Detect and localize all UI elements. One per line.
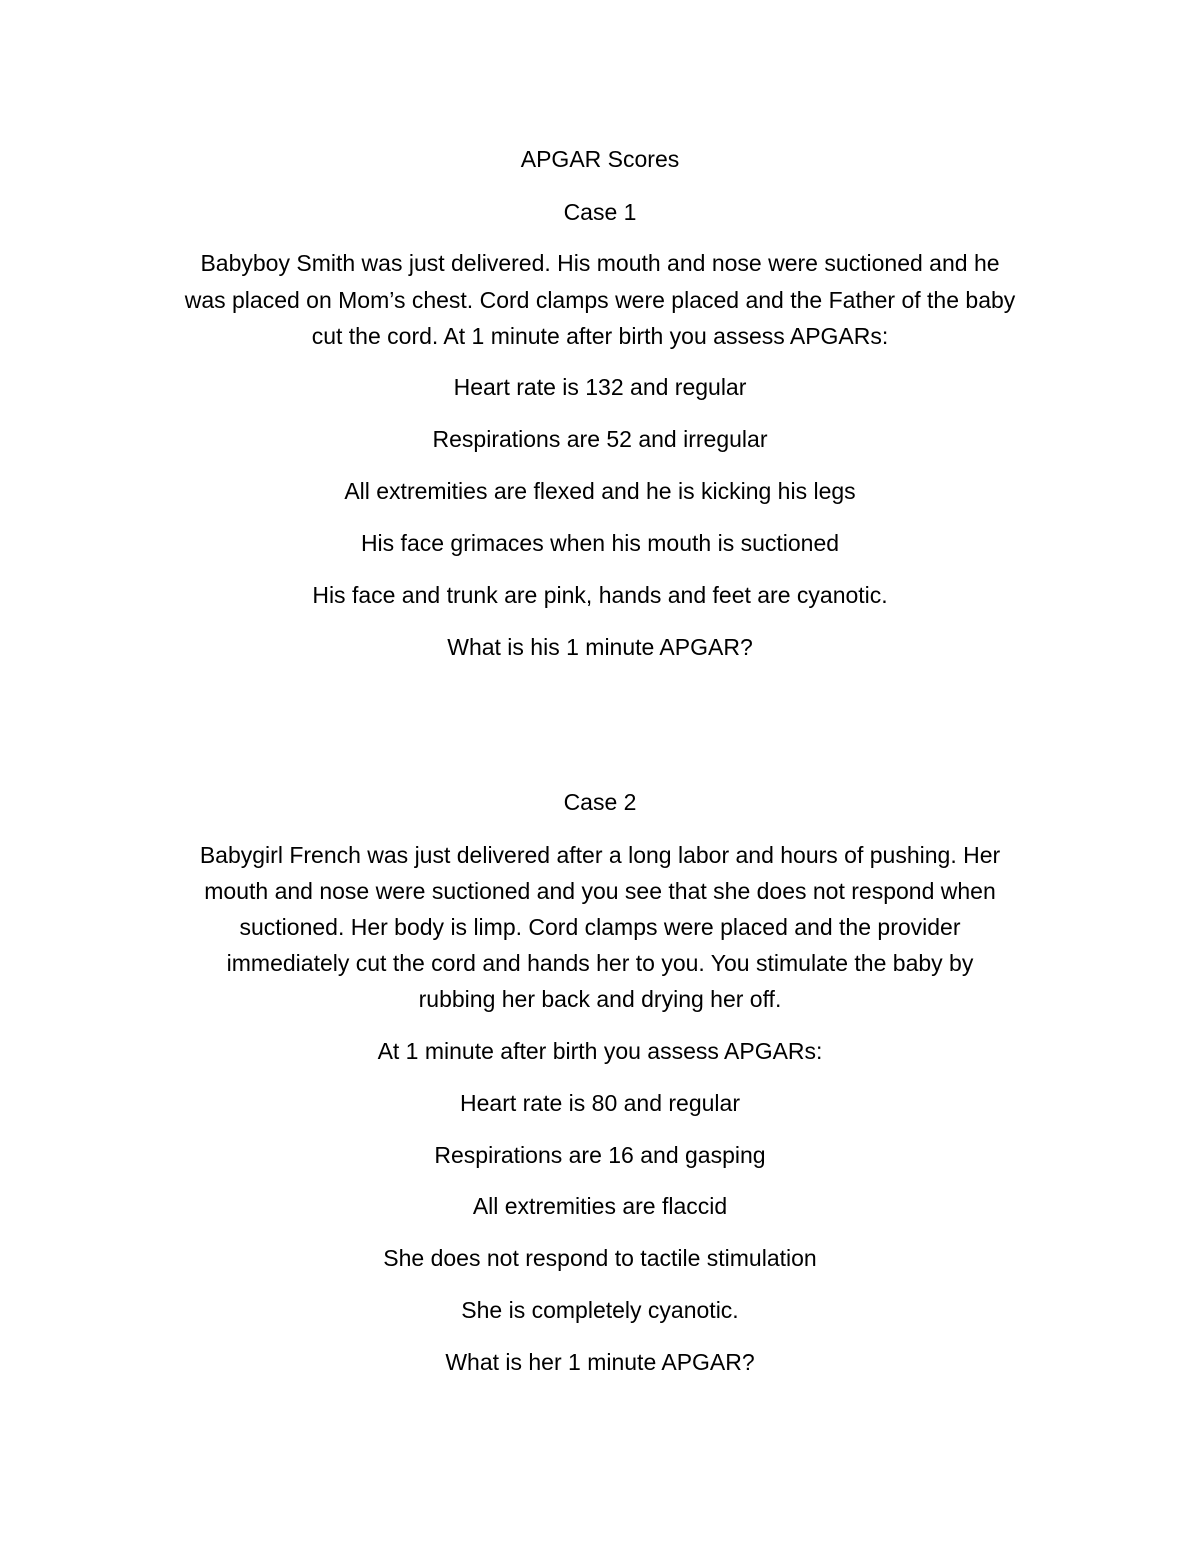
case2-assess: At 1 minute after birth you assess APGARs:: [377, 1038, 823, 1064]
case1-finding-muscle-tone: All extremities are flexed and he is kicking his legs: [344, 478, 856, 504]
case2-heading: Case 2: [563, 789, 637, 815]
case2-paragraph-line: suctioned. Her body is limp. Cord clamps were placed and the provider: [239, 914, 961, 940]
case1-finding-color: His face and trunk are pink, hands and feet are cyanotic.: [312, 582, 888, 608]
page-title: APGAR Scores: [520, 146, 680, 172]
case1-heading: Case 1: [563, 199, 637, 225]
case2-finding-reflex: She does not respond to tactile stimulation: [383, 1245, 817, 1271]
case2-paragraph-line: rubbing her back and drying her off.: [418, 986, 782, 1012]
case1-paragraph-line: was placed on Mom’s chest. Cord clamps were placed and the Father of the baby: [184, 287, 1016, 313]
case2-paragraph-line: Babygirl French was just delivered after a long labor and hours of pushing. Her: [199, 842, 1001, 868]
case1-finding-heart-rate: Heart rate is 132 and regular: [453, 374, 747, 400]
case2-finding-heart-rate: Heart rate is 80 and regular: [460, 1090, 740, 1116]
case1-paragraph-line: Babyboy Smith was just delivered. His mouth and nose were suctioned and he: [200, 250, 1000, 276]
case1-question: What is his 1 minute APGAR?: [447, 634, 753, 660]
case2-question: What is her 1 minute APGAR?: [445, 1349, 755, 1375]
case2-finding-respirations: Respirations are 16 and gasping: [434, 1142, 766, 1168]
case2-paragraph-line: immediately cut the cord and hands her to you. You stimulate the baby by: [226, 950, 974, 976]
case1-finding-respirations: Respirations are 52 and irregular: [432, 426, 768, 452]
case1-paragraph-line: cut the cord. At 1 minute after birth you assess APGARs:: [311, 323, 889, 349]
case2-paragraph-line: mouth and nose were suctioned and you see that she does not respond when: [204, 878, 996, 904]
case2-finding-muscle-tone: All extremities are flaccid: [472, 1193, 728, 1219]
case1-finding-reflex: His face grimaces when his mouth is suctioned: [360, 530, 840, 556]
case2-finding-color: She is completely cyanotic.: [461, 1297, 739, 1323]
